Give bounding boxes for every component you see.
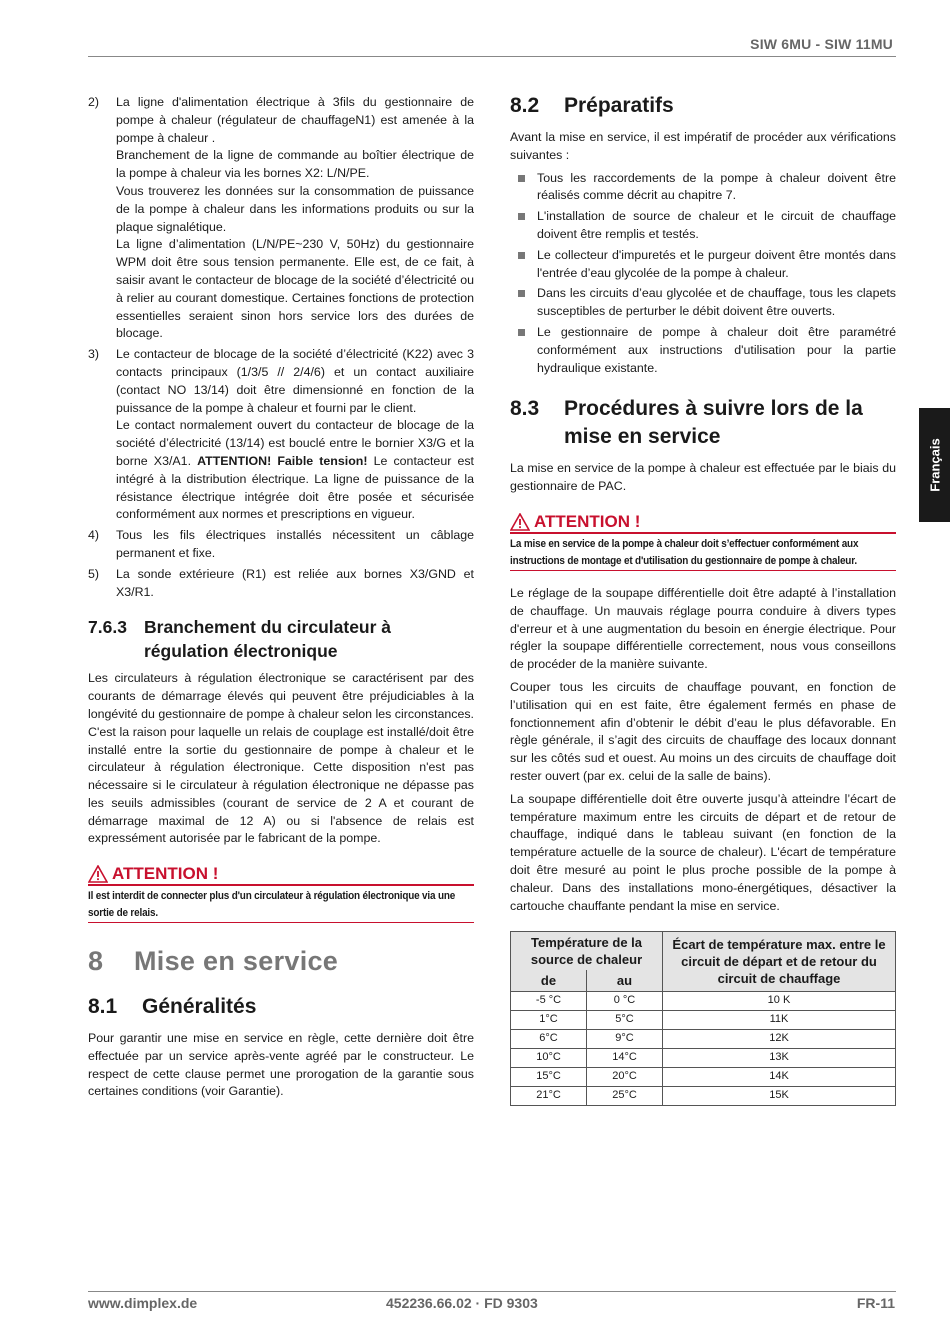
document-header-title: SIW 6MU - SIW 11MU [750, 36, 893, 52]
table-subheader-au: au [587, 970, 663, 992]
checklist-item: Dans les circuits d’eau glycolée et de chauffage, tous les clapets susceptibles de perturber le débit doivent être ouverts. [510, 285, 896, 321]
right-column [510, 92, 896, 1106]
section-heading-8-3 [510, 395, 896, 451]
table-cell: 20°C [587, 1068, 663, 1087]
attention-text: La mise en service de la pompe à chaleur doit s’effectuer conformément aux instructions de montage et d'utilisation du gestionnaire de pompe à chaleur. [510, 537, 859, 567]
list-number: 4) [88, 528, 100, 543]
list-text: La ligne d'alimentation électrique à 3fils du gestionnaire de pompe à chaleur (régulateur de chauffageN1) est amenée à la pompe à chaleur . [116, 95, 474, 145]
attention-label: ATTENTION ! [534, 511, 641, 531]
attention-box [510, 513, 896, 571]
table-row [511, 1049, 896, 1068]
paragraph: Pour garantir une mise en service en règle, cette dernière doit être effectuée par un service après-vente agréé par le constructeur. Le respect de cette clause permet une prorogation de la garantie sous certaines conditions (voir Garantie). [88, 1031, 474, 1099]
table-cell: 0 °C [587, 992, 663, 1011]
section-number: 8.3 [510, 397, 540, 421]
list-item-4 [88, 527, 474, 563]
list-item-3 [88, 346, 474, 524]
warning-triangle-icon [510, 513, 530, 531]
table-row [511, 1068, 896, 1087]
table-cell: 10 K [663, 992, 896, 1011]
attention-bottom-rule [88, 922, 474, 923]
list-text: Vous trouverez les données sur la consommation de puissance de la pompe à chaleur dans les informations produits ou sur la plaque signalétique. [116, 183, 474, 234]
table-header-source-temp: Température de la source de chaleur [511, 932, 663, 971]
table-cell: 9°C [587, 1030, 663, 1049]
table-cell: 6°C [511, 1030, 587, 1049]
table-cell: 12K [663, 1030, 896, 1049]
footer-website: www.dimplex.de [88, 1295, 198, 1311]
table-row [511, 1030, 896, 1049]
list-number: 2) [88, 95, 100, 109]
paragraph: Couper tous les circuits de chauffage pouvant, en fonction de l’utilisation qui en est faite, être également fermés en phase de fonctionnement afin d’obtenir le débit d’eau le plus défavorable. En règle générale, il s’agit des circuits de chauffage des locaux donnant sur les côtés sud et ouest. Au moins un des circuits de chauffage doit rester ouvert (par ex. celui de la salle de bains). [510, 679, 896, 783]
list-text: Le contacteur est intégré à la distribution électrique. La ligne de puissance de la résistance électrique intégrée doit être posée et sécurisée conformément aux normes et prescriptions en vigueur. [116, 453, 474, 522]
section-title: Branchement du circulateur à régulation électronique [144, 617, 392, 662]
language-tab-label: Français [927, 438, 942, 492]
table-cell: 25°C [587, 1087, 663, 1106]
checklist [510, 170, 896, 378]
list-text-warning [116, 417, 474, 524]
footer-document-number: 452236.66.02 · FD 9303 [386, 1295, 538, 1311]
list-text: Le contact normalement ouvert du contacteur de blocage de la société d’électricité (13/14) est bouclé entre le bornier X3/G et la borne X3/A1. [116, 418, 474, 468]
table-header-temp-delta: Écart de température max. entre le circuit de départ et de retour du circuit de chauffage [663, 932, 896, 992]
attention-rule [88, 884, 474, 886]
attention-label: ATTENTION ! [112, 864, 219, 884]
table-cell: 14°C [587, 1049, 663, 1068]
table-cell: 15°C [511, 1068, 587, 1087]
table-cell: 10°C [511, 1049, 587, 1068]
list-text: La sonde extérieure (R1) est reliée aux bornes X3/GND et X3/R1. [116, 566, 474, 599]
section-number: 8.1 [88, 995, 118, 1019]
table-cell: 21°C [511, 1087, 587, 1106]
paragraph: La mise en service de la pompe à chaleur est effectuée par le biais du gestionnaire de PAC. [510, 461, 896, 494]
section-number: 7.6.3 [88, 617, 127, 638]
table-cell: -5 °C [511, 992, 587, 1011]
list-text: La ligne d’alimentation (L/N/PE~230 V, 50Hz) du gestionnaire WPM doit être sous tension permanente. Elle est, de ce fait, à saisir avant le contacteur de blocage de la société d’électricité ou à relier au courant domestique. Certaines fonctions de protection essentielles seraient sinon hors service lors des durées de blocage. [116, 237, 474, 341]
list-number: 5) [88, 566, 100, 581]
checklist-item: Tous les raccordements de la pompe à chaleur doivent être réalisés comme décrit au chapitre 7. [510, 170, 896, 206]
table-cell: 13K [663, 1049, 896, 1068]
footer-page-number: FR-11 [856, 1295, 895, 1311]
table-cell: 14K [663, 1068, 896, 1087]
low-voltage-warning: ATTENTION! Faible tension! [197, 453, 368, 468]
section-heading-8-2 [510, 92, 896, 120]
warning-triangle-icon [88, 865, 108, 883]
section-title: Procédures à suivre lors de la mise en service [564, 397, 863, 449]
table-row [511, 992, 896, 1011]
table-cell: 11K [663, 1011, 896, 1030]
chapter-title: Mise en service [134, 946, 339, 977]
section-heading-7-6-3 [88, 615, 474, 663]
list-text: Le contacteur de blocage de la société d’électricité (K22) avec 3 contacts principaux (1/3/5 // 2/4/6) et un contact auxiliaire (contact NO 13/14) doit être dimensionné en fonction de la puissance de la pompe à chaleur et fourni par le client. [116, 347, 474, 415]
attention-bottom-rule [510, 570, 896, 571]
list-item-5 [88, 566, 474, 602]
header-rule [88, 56, 896, 57]
table-row [511, 1011, 896, 1030]
table-cell: 15K [663, 1087, 896, 1106]
chapter-number: 8 [88, 946, 104, 977]
list-number: 3) [88, 347, 100, 362]
paragraph: Les circulateurs à régulation électronique se caractérisent par des courants de démarrage élevés qui peuvent être préjudiciables à la longévité du gestionnaire de pompe à chaleur selon les circonstances. C'est la raison pour laquelle un relais de couplage est installé/doit être installé entre la sortie du gestionnaire de pompe à chaleur et le circulateur à régulation électronique. Cette disposition n'est pas nécessaire si le circulateur à régulation électronique ne dépasse pas les seuils admissibles (courant de service de 2 A et courant de démarrage maximal de 12 A) ou si l'absence de relais est expressément autorisée par le fabricant de la pompe. [88, 671, 474, 846]
language-tab [919, 408, 950, 522]
list-text: Branchement de la ligne de commande au boîtier électrique de la pompe à chaleur via les bornes X2: L/N/PE. [116, 148, 474, 181]
list-item-2 [88, 94, 474, 343]
section-title: Généralités [142, 995, 257, 1019]
table-cell: 1°C [511, 1011, 587, 1030]
chapter-heading-8 [88, 946, 474, 977]
section-title: Préparatifs [564, 94, 674, 117]
footer-rule [88, 1291, 896, 1292]
paragraph: La soupape différentielle doit être ouverte jusqu’à atteindre l’écart de température maximum entre les circuits de départ et de retour de chauffage, indiqué dans le tableau suivant (en fonction de la température actuelle de la source de chaleur). L'écart de température doit être mesuré au point le plus proche possible de la pompe à chaleur. Dans des installations mono-énergétiques, désactiver la cartouche chauffante pendant la mise en service. [510, 791, 896, 913]
temperature-table [510, 931, 896, 1106]
attention-text: Il est interdit de connecter plus d'un circulateur à régulation électronique via une sortie de relais. [88, 890, 456, 920]
paragraph: Le réglage de la soupape différentielle doit être adapté à l’installation de chauffage. Un mauvais réglage pourra conduire à divers types d'erreur et à une augmentation du besoin en énergie électrique. Pour régler la soupape différentielle correctement, nous vous conseillons de procéder de la manière suivante. [510, 585, 896, 672]
checklist-item: Le collecteur d'impuretés et le purgeur doivent être montés dans l'entrée d’eau glycolée de la pompe à chaleur. [510, 247, 896, 283]
table-row [511, 1087, 896, 1106]
checklist-item: Le gestionnaire de pompe à chaleur doit être paramétré conformément aux instructions d'utilisation pour la partie hydraulique existante. [510, 324, 896, 377]
checklist-item: L'installation de source de chaleur et le circuit de chauffage doivent être remplis et testés. [510, 208, 896, 244]
table-subheader-de: de [511, 970, 587, 992]
section-heading-8-1 [88, 993, 474, 1021]
section-number: 8.2 [510, 94, 540, 117]
list-text: Tous les fils électriques installés nécessitent un câblage permanent et fixe. [116, 528, 474, 560]
attention-rule [510, 532, 896, 534]
paragraph: Avant la mise en service, il est impératif de procéder aux vérifications suivantes : [510, 130, 896, 162]
left-column [88, 94, 474, 1106]
table-cell: 5°C [587, 1011, 663, 1030]
attention-box [88, 865, 474, 923]
